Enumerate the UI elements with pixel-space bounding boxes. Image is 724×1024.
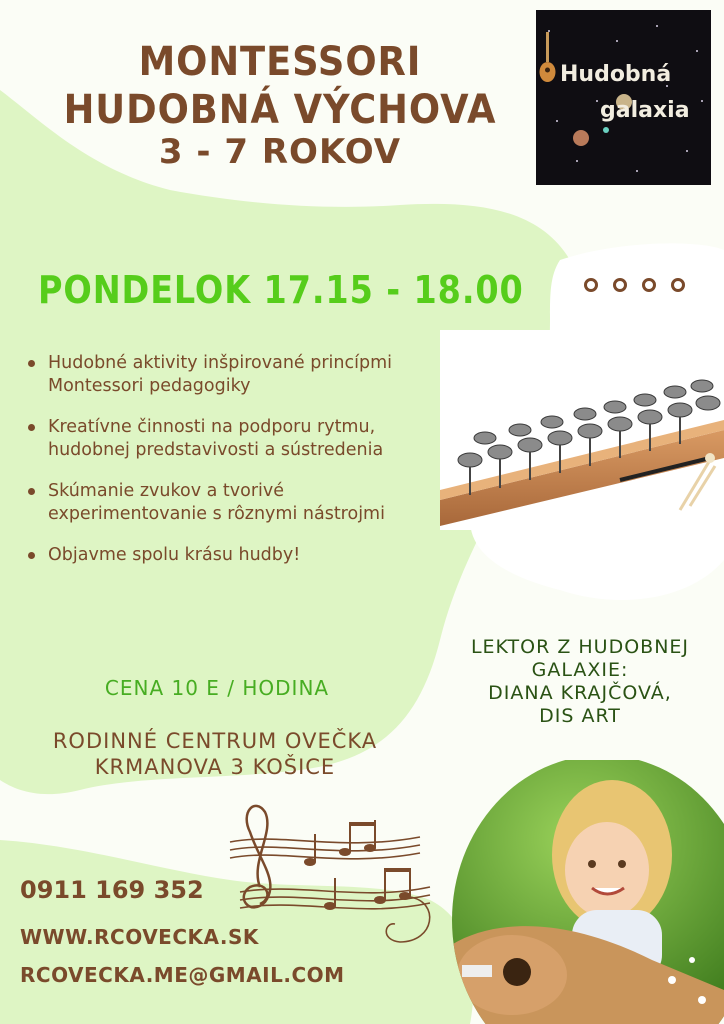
- venue: [20, 728, 410, 780]
- title-line-1: MONTESSORI: [138, 39, 422, 85]
- guitar-icon: [540, 32, 556, 82]
- activity-list: [24, 352, 434, 586]
- email-link[interactable]: RCOVECKA.ME@GMAIL.COM: [20, 963, 345, 987]
- title-line-2: HUDOBNÁ VÝCHOVA: [63, 87, 497, 133]
- logo-word-1: Hudobná: [560, 62, 672, 87]
- lecturer-line-2: GALAXIE:: [531, 659, 629, 681]
- dot-3: [642, 278, 656, 292]
- activity-item: Kreatívne činnosti na podporu rytmu, hudobnej predstavivosti a sústredenia: [24, 416, 434, 461]
- bells-instrument-image: [440, 330, 724, 530]
- price: CENA 10 E / HODINA: [104, 676, 330, 700]
- decorative-dots: [584, 278, 685, 292]
- phone-number[interactable]: 0911 169 352: [20, 876, 204, 904]
- title-line-3: 3 - 7 ROKOV: [158, 132, 402, 172]
- lecturer-line-3: DIANA KRAJČOVÁ,: [488, 682, 672, 704]
- lecturer-line-4: DIS ART: [539, 705, 621, 727]
- logo-word-2: galaxia: [600, 98, 690, 123]
- activity-item: Hudobné aktivity inšpirované princípmi Montessori pedagogiky: [24, 352, 434, 397]
- treble-clef-icon: [244, 806, 271, 907]
- dot-1: [584, 278, 598, 292]
- lecturer-line-1: LEKTOR Z HUDOBNEJ: [470, 636, 690, 658]
- activity-item: Objavme spolu krásu hudby!: [24, 544, 434, 567]
- website-link[interactable]: WWW.RCOVECKA.SK: [20, 925, 259, 949]
- child-with-ukulele-photo: [432, 760, 724, 1024]
- venue-line-2: KRMANOVA 3 KOŠICE: [94, 755, 336, 779]
- dot-2: [613, 278, 627, 292]
- dot-4: [671, 278, 685, 292]
- venue-line-1: RODINNÉ CENTRUM OVEČKA: [52, 729, 378, 753]
- activity-item: Skúmanie zvukov a tvorivé experimentovanie s rôznymi nástrojmi: [24, 480, 434, 525]
- hudobna-galaxia-logo: [536, 10, 711, 185]
- schedule-day-time: PONDELOK 17.15 - 18.00: [38, 268, 524, 312]
- lecturer: [436, 636, 724, 728]
